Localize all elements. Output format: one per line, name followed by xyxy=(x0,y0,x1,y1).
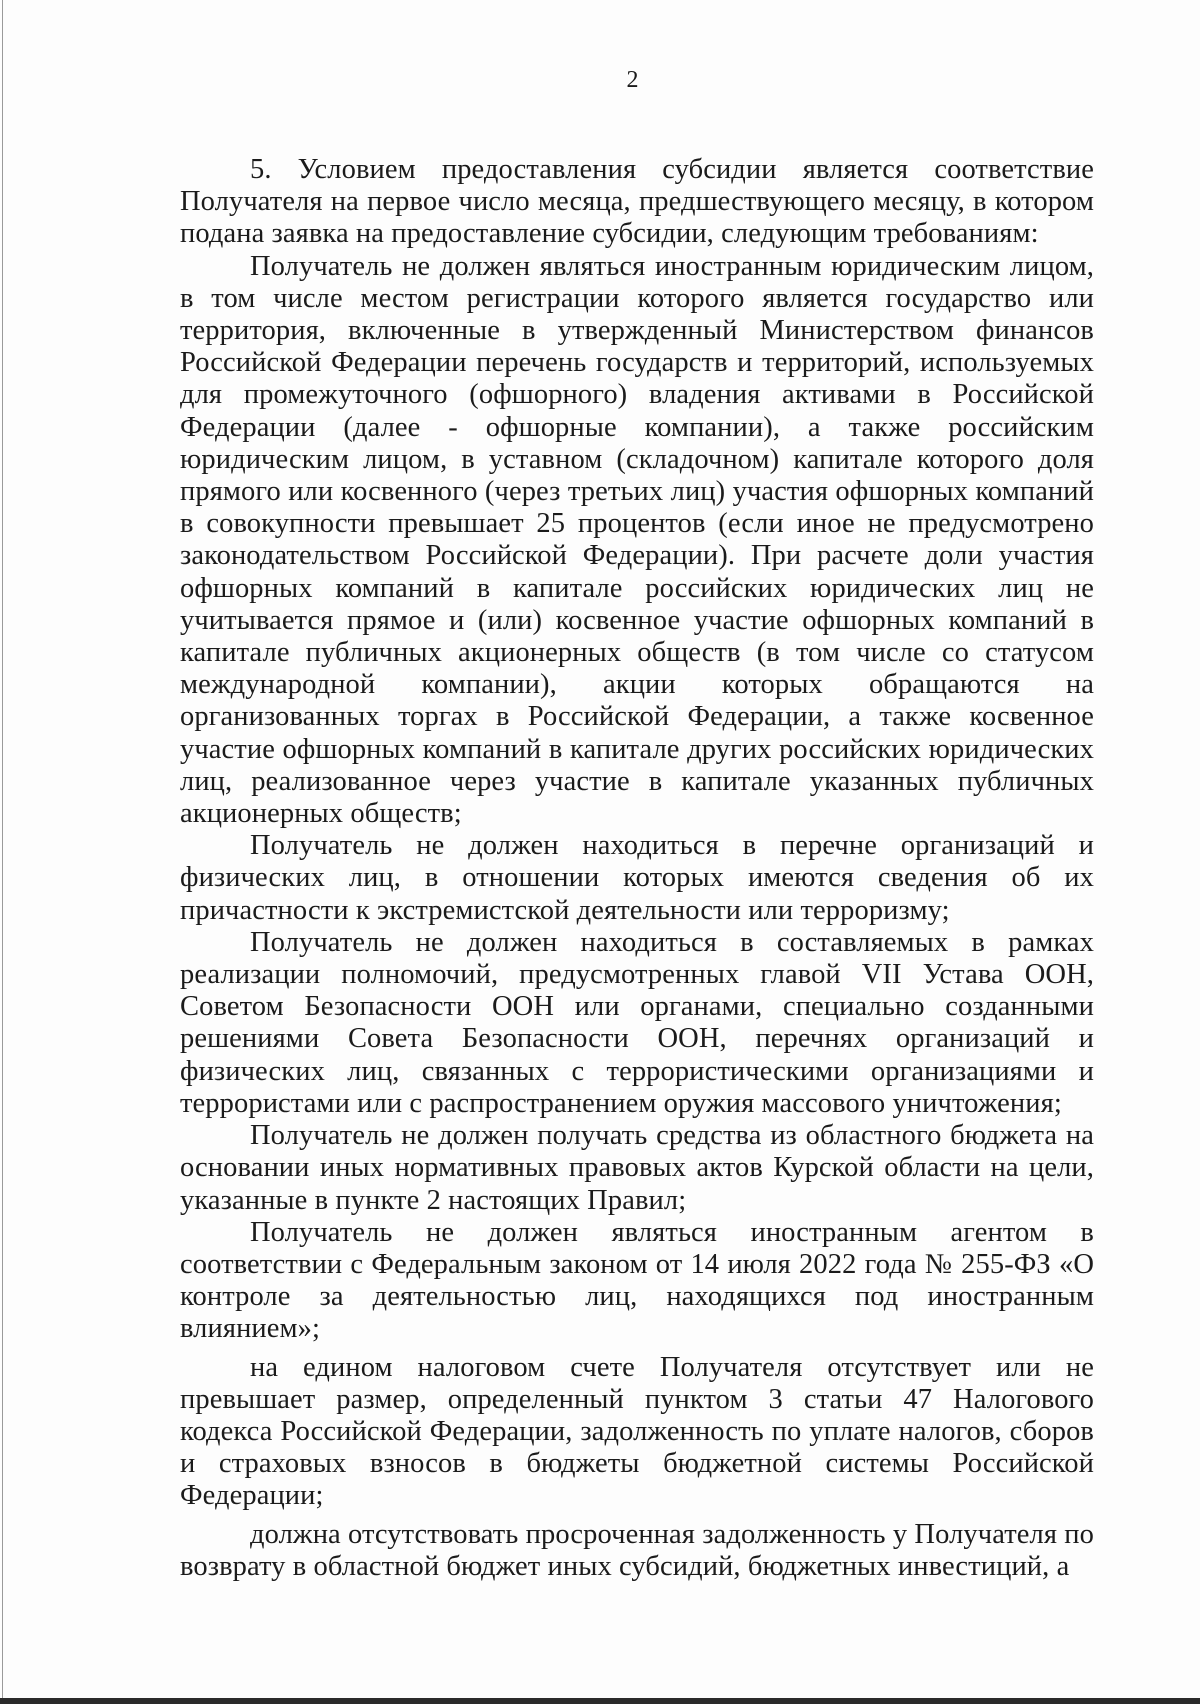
paragraph-offshore-requirement: Получатель не должен являться иностранным юридическим лицом, в том числе местом регистрации которого является государство или территория, включенные в утвержденный Министерством финансов Российской Федерации перечень государств и территорий, используемых для промежуточного (офшорного) владения активами в Российской Федерации (далее - офшорные компании), а также российским юридическим лицом, в уставном (складочном) капитале которого доля прямого или косвенного (через третьих лиц) участия офшорных компаний в совокупности превышает 25 процентов (если иное не предусмотрено законодательством Российской Федерации). При расчете доли участия офшорных компаний в капитале российских юридических лиц не учитывается прямое и (или) косвенное участие офшорных компаний в капитале публичных акционерных обществ (в том числе со статусом международной компании), акции которых обращаются на организованных торгах в Российской Федерации, а также косвенное участие офшорных компаний в капитале других российских юридических лиц, реализованное через участие в капитале указанных публичных акционерных обществ; xyxy=(180,250,1094,830)
page-number: 2 xyxy=(626,67,639,93)
document-body xyxy=(180,154,1094,1583)
scan-edge-left xyxy=(2,0,3,1704)
paragraph-extremism-list: Получатель не должен находиться в перечне организаций и физических лиц, в отношении которых имеются сведения об их причастности к экстремистской деятельности или терроризму; xyxy=(180,830,1094,926)
paragraph-overdue-debt: должна отсутствовать просроченная задолженность у Получателя по возврату в областной бюджет иных субсидий, бюджетных инвестиций, а xyxy=(180,1518,1094,1582)
paragraph-budget-funds: Получатель не должен получать средства из областного бюджета на основании иных нормативных правовых актов Курской области на цели, указанные в пункте 2 настоящих Правил; xyxy=(180,1120,1094,1216)
paragraph-un-sanctions-list: Получатель не должен находиться в составляемых в рамках реализации полномочий, предусмотренных главой VII Устава ООН, Советом Безопасности ООН или органами, специально созданными решениями Совета Безопасности ООН, перечнях организаций и физических лиц, связанных с террористическими организациями и террористами или с распространением оружия массового уничтожения; xyxy=(180,926,1094,1119)
paragraph-tax-debt: на едином налоговом счете Получателя отсутствует или не превышает размер, определенный пунктом 3 статьи 47 Налогового кодекса Российской Федерации, задолженность по уплате налогов, сборов и страховых взносов в бюджеты бюджетной системы Российской Федерации; xyxy=(180,1351,1094,1512)
paragraph-conditions: 5. Условием предоставления субсидии является соответствие Получателя на первое число месяца, предшествующего месяцу, в котором подана заявка на предоставление субсидии, следующим требованиям: xyxy=(180,154,1094,250)
paragraph-foreign-agent: Получатель не должен являться иностранным агентом в соответствии с Федеральным законом от 14 июля 2022 года № 255-ФЗ «О контроле за деятельностью лиц, находящихся под иностранным влиянием»; xyxy=(180,1216,1094,1345)
scan-edge-bottom xyxy=(0,1698,1200,1704)
